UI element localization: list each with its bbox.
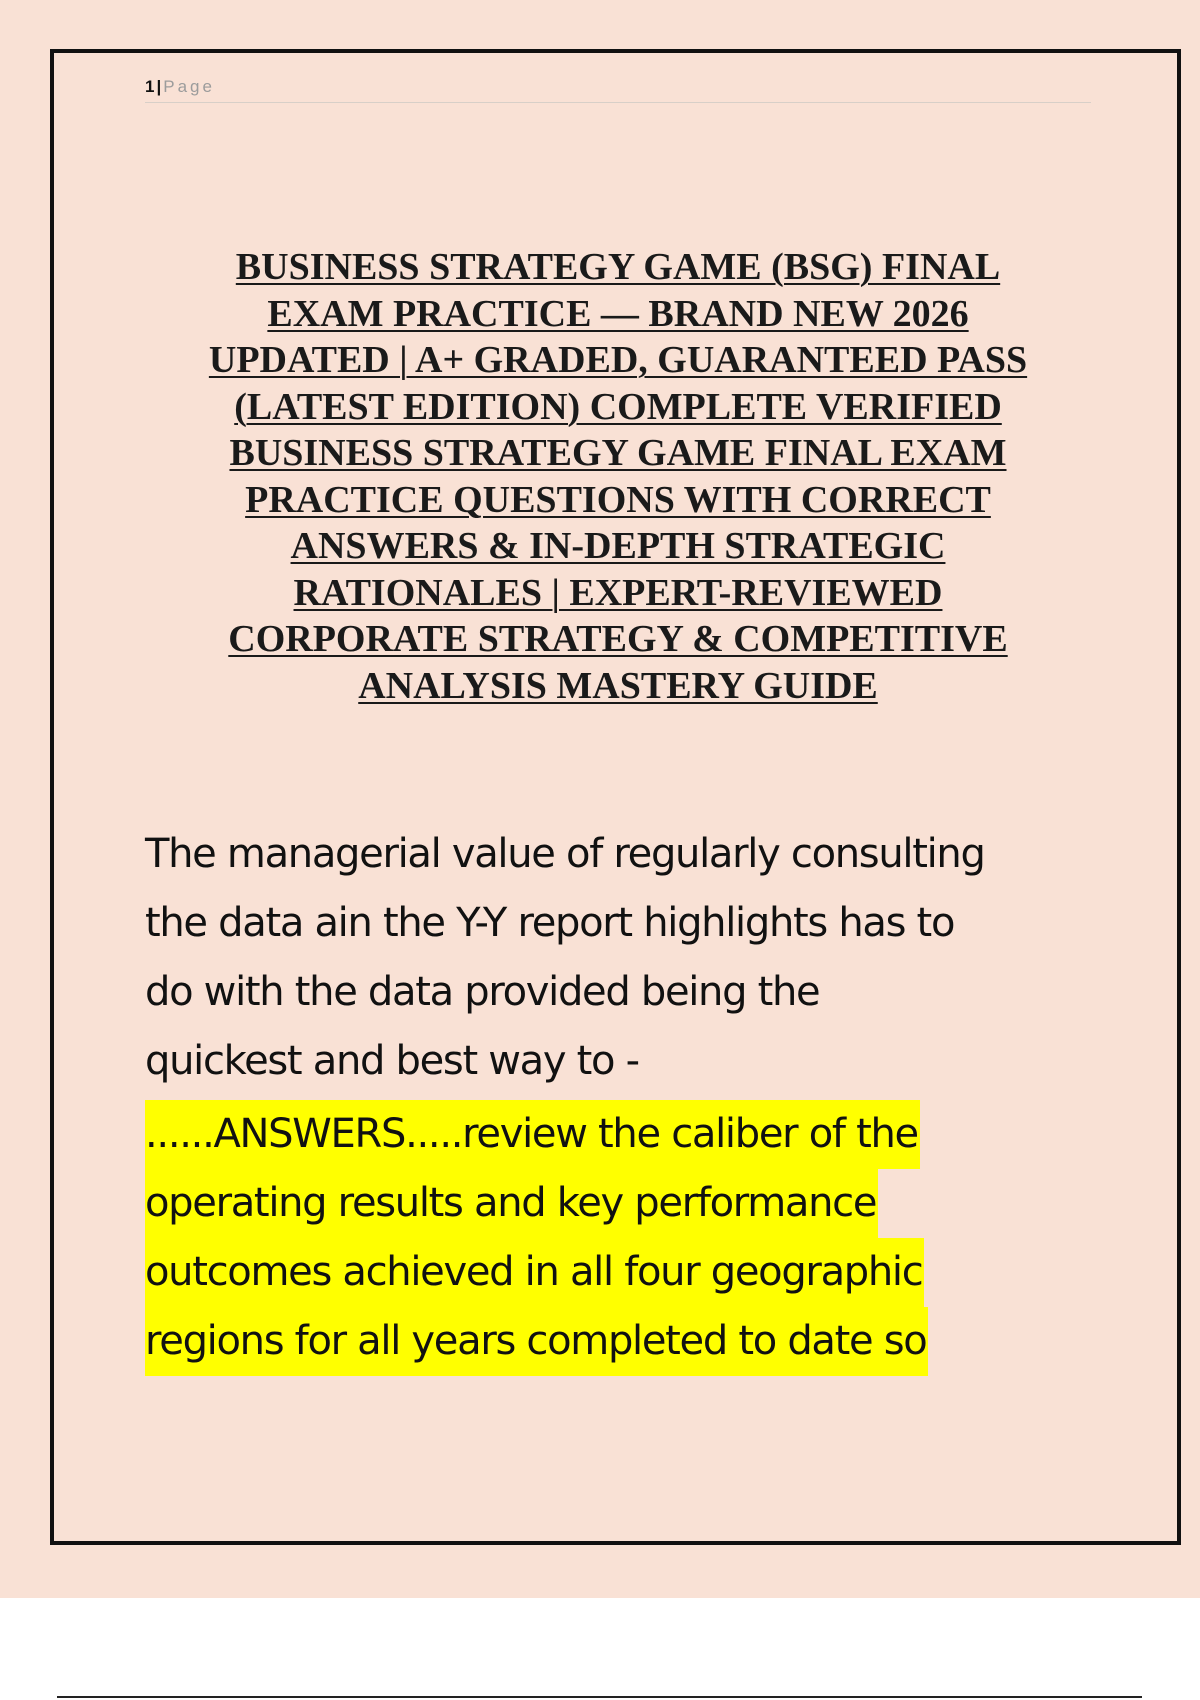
page-header (145, 74, 1091, 103)
answer-text (145, 1100, 1105, 1376)
question-line: The managerial value of regularly consulting (145, 831, 985, 877)
answer-line-highlighted: ......ANSWERS.....review the caliber of the (145, 1100, 920, 1169)
question-line: the data ain the Y-Y report highlights has to (145, 900, 955, 946)
answer-line-highlighted: outcomes achieved in all four geographic (145, 1238, 924, 1307)
answer-line-highlighted: operating results and key performance (145, 1169, 878, 1238)
page-number: 1 (145, 77, 155, 96)
title-line: UPDATED | A+ GRADED, GUARANTEED PASS (208, 339, 1028, 381)
page-label: Page (163, 77, 215, 96)
title-line: BUSINESS STRATEGY GAME (BSG) FINAL (235, 246, 1001, 288)
title-line: (LATEST EDITION) COMPLETE VERIFIED (234, 385, 1002, 428)
title-line: ANALYSIS MASTERY GUIDE (358, 664, 878, 707)
title-line: RATIONALES | EXPERT-REVIEWED (293, 571, 943, 614)
question-line: quickest and best way to - (145, 1038, 639, 1084)
bottom-divider (57, 1696, 1142, 1698)
title-line: PRACTICE QUESTIONS WITH CORRECT (245, 478, 991, 521)
answer-line-highlighted: regions for all years completed to date so (145, 1307, 928, 1376)
page-separator: | (156, 77, 162, 96)
title-line: BUSINESS STRATEGY GAME FINAL EXAM (229, 432, 1007, 474)
title-line: CORPORATE STRATEGY & COMPETITIVE (228, 618, 1008, 660)
question-line: do with the data provided being the (145, 969, 820, 1015)
title-line: EXAM PRACTICE — BRAND NEW 2026 (267, 292, 969, 335)
title-line: ANSWERS & IN-DEPTH STRATEGIC (290, 525, 946, 567)
question-text (145, 820, 1105, 1096)
document-title (150, 244, 1086, 709)
